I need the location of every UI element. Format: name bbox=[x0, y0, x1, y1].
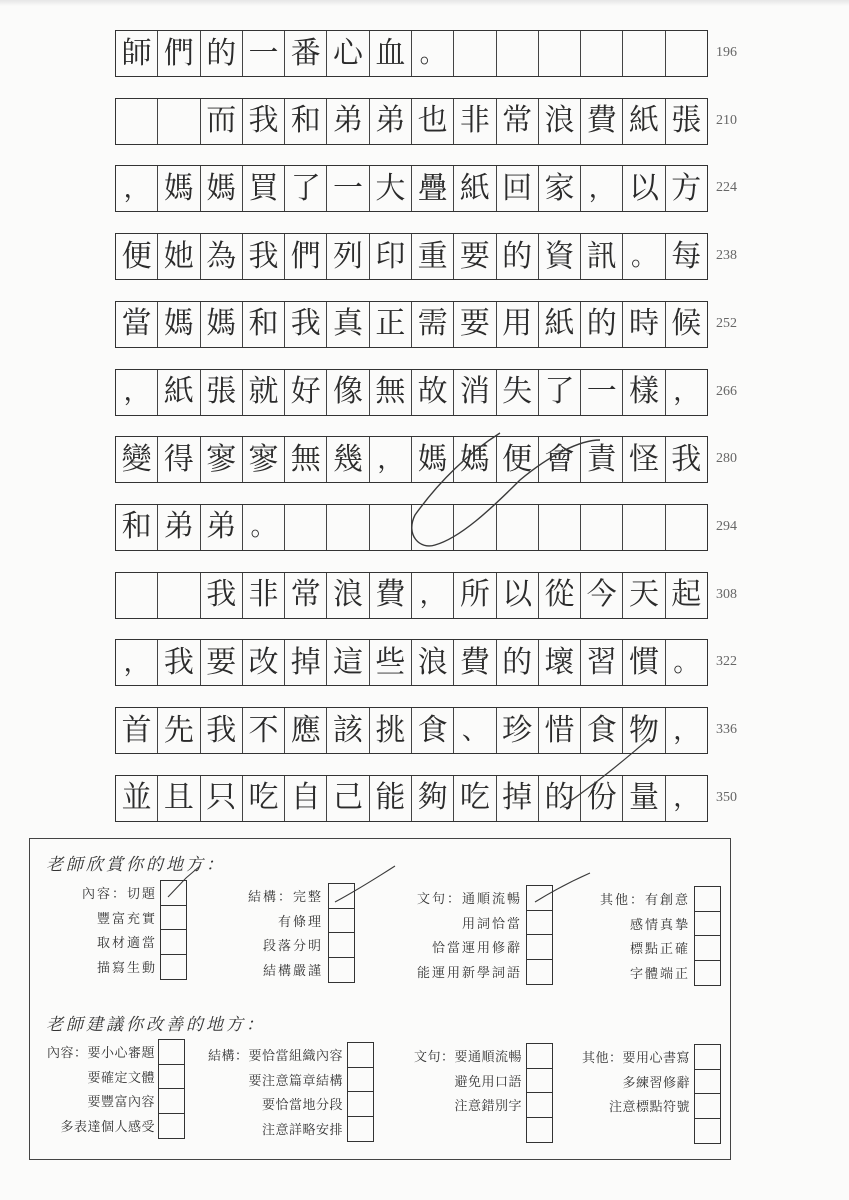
manuscript-cell: 些 bbox=[370, 640, 412, 685]
manuscript-cell: 我 bbox=[201, 573, 243, 618]
manuscript-cell: ， bbox=[116, 166, 158, 211]
manuscript-row bbox=[115, 165, 708, 212]
criterion-label: 恰當運用修辭 bbox=[431, 941, 522, 956]
criterion-label: 段落分明 bbox=[262, 939, 323, 954]
checkbox[interactable] bbox=[695, 912, 720, 937]
checkbox[interactable] bbox=[527, 1069, 552, 1094]
manuscript-row bbox=[115, 504, 708, 551]
checkbox[interactable] bbox=[161, 955, 186, 980]
criterion-label: 結構嚴謹 bbox=[262, 963, 323, 979]
appreciate-section-title: 老師欣賞你的地方： bbox=[46, 855, 226, 875]
manuscript-cell: 只 bbox=[201, 776, 243, 821]
manuscript-cell: 印 bbox=[370, 234, 412, 279]
criterion-label: 結構：要恰當組織內容 bbox=[207, 1049, 343, 1064]
appreciate-checkbox-column bbox=[160, 880, 187, 980]
manuscript-cell bbox=[497, 31, 539, 76]
manuscript-cell: 。 bbox=[673, 647, 700, 678]
manuscript-cell: 費 bbox=[581, 99, 623, 144]
criterion-label: 有條理 bbox=[277, 914, 323, 930]
manuscript-cell: 弟 bbox=[158, 505, 200, 550]
criterion-label: 避免用口語 bbox=[454, 1074, 522, 1090]
manuscript-cell bbox=[116, 573, 158, 618]
manuscript-cell: 非 bbox=[243, 573, 285, 618]
checkbox[interactable] bbox=[348, 1068, 373, 1093]
manuscript-cell: 且 bbox=[158, 776, 200, 821]
manuscript-cell: 我 bbox=[243, 234, 285, 279]
manuscript-cell: 怪 bbox=[623, 437, 665, 482]
manuscript-cell: 列 bbox=[327, 234, 369, 279]
criterion-label: 要豐富內容 bbox=[87, 1095, 155, 1110]
manuscript-cell bbox=[581, 31, 623, 76]
criterion-label: 內容：切題 bbox=[81, 887, 157, 902]
manuscript-cell: 媽 bbox=[158, 302, 200, 347]
manuscript-cell: 像 bbox=[327, 370, 369, 415]
manuscript-cell: 師 bbox=[116, 31, 158, 76]
criterion-label: 標點正確 bbox=[629, 942, 690, 957]
checkbox[interactable] bbox=[348, 1043, 373, 1068]
manuscript-cell bbox=[327, 505, 369, 550]
manuscript-cell: 先 bbox=[158, 708, 200, 753]
manuscript-row bbox=[115, 98, 708, 145]
manuscript-cell: 疊 bbox=[412, 166, 454, 211]
appreciate-checkbox-column bbox=[328, 883, 355, 983]
character-count-label: 294 bbox=[716, 518, 737, 534]
manuscript-cell: 紙 bbox=[158, 370, 200, 415]
manuscript-cell: 幾 bbox=[327, 437, 369, 482]
manuscript-cell: 要 bbox=[454, 234, 496, 279]
improve-checkbox-column bbox=[347, 1042, 374, 1142]
checkbox[interactable] bbox=[348, 1092, 373, 1117]
manuscript-cell: 首 bbox=[116, 708, 158, 753]
manuscript-cell: 弟 bbox=[201, 505, 243, 550]
manuscript-cell bbox=[158, 573, 200, 618]
checkbox[interactable] bbox=[527, 935, 552, 960]
criterion-label: 豐富充實 bbox=[96, 911, 157, 927]
manuscript-cell: 並 bbox=[116, 776, 158, 821]
manuscript-cell: 樣 bbox=[623, 370, 665, 415]
manuscript-cell: 挑 bbox=[370, 708, 412, 753]
scan-edge-shadow bbox=[0, 0, 849, 6]
manuscript-cell: 份 bbox=[581, 776, 623, 821]
checkbox[interactable] bbox=[695, 1045, 720, 1070]
character-count-label: 224 bbox=[716, 180, 737, 196]
checkbox[interactable] bbox=[695, 887, 720, 912]
checkbox[interactable] bbox=[329, 958, 354, 983]
manuscript-cell: 要 bbox=[454, 302, 496, 347]
manuscript-cell: 以 bbox=[623, 166, 665, 211]
manuscript-cell: 無 bbox=[285, 437, 327, 482]
manuscript-cell: 責 bbox=[581, 437, 623, 482]
manuscript-cell: 量 bbox=[623, 776, 665, 821]
criterion-label: 多表達個人感受 bbox=[60, 1119, 155, 1135]
improve-section-title: 老師建議你改善的地方： bbox=[46, 1015, 266, 1035]
manuscript-cell: 們 bbox=[158, 31, 200, 76]
manuscript-cell: 常 bbox=[497, 99, 539, 144]
character-count-label: 350 bbox=[716, 789, 737, 805]
checkbox[interactable] bbox=[695, 1070, 720, 1095]
manuscript-cell: 和 bbox=[243, 302, 285, 347]
checkbox[interactable] bbox=[527, 911, 552, 936]
manuscript-cell bbox=[370, 505, 412, 550]
manuscript-row bbox=[115, 639, 708, 686]
manuscript-cell: 能 bbox=[370, 776, 412, 821]
criterion-label: 要注意篇章結構 bbox=[248, 1073, 343, 1089]
manuscript-cell bbox=[285, 505, 327, 550]
manuscript-cell: 食 bbox=[412, 708, 454, 753]
manuscript-cell: 以 bbox=[497, 573, 539, 618]
manuscript-cell: 惜 bbox=[539, 708, 581, 753]
manuscript-cell: 當 bbox=[116, 302, 158, 347]
manuscript-cell: 媽 bbox=[454, 437, 496, 482]
checkbox[interactable] bbox=[159, 1089, 184, 1114]
manuscript-cell: 的 bbox=[497, 234, 539, 279]
manuscript-cell: 食 bbox=[581, 708, 623, 753]
manuscript-cell: 心 bbox=[327, 31, 369, 76]
manuscript-cell: 真 bbox=[327, 302, 369, 347]
manuscript-cell: 掉 bbox=[497, 776, 539, 821]
manuscript-cell: 為 bbox=[201, 234, 243, 279]
manuscript-cell: 我 bbox=[285, 302, 327, 347]
manuscript-cell: ， bbox=[673, 715, 700, 746]
improve-checkbox-column bbox=[694, 1044, 721, 1144]
appreciate-checkbox-column bbox=[526, 885, 553, 985]
criterion-label: 取材適當 bbox=[96, 936, 157, 951]
manuscript-cell bbox=[412, 505, 454, 550]
manuscript-cell: 要 bbox=[201, 640, 243, 685]
manuscript-cell: 。 bbox=[623, 234, 665, 279]
manuscript-cell: 資 bbox=[539, 234, 581, 279]
criterion-label: 描寫生動 bbox=[96, 960, 157, 976]
manuscript-cell: 這 bbox=[327, 640, 369, 685]
manuscript-cell: 好 bbox=[285, 370, 327, 415]
manuscript-cell: 用 bbox=[497, 302, 539, 347]
manuscript-cell: 失 bbox=[497, 370, 539, 415]
manuscript-row bbox=[115, 301, 708, 348]
manuscript-cell bbox=[581, 505, 623, 550]
manuscript-cell: 媽 bbox=[201, 302, 243, 347]
character-count-label: 266 bbox=[716, 383, 737, 399]
manuscript-cell: 就 bbox=[243, 370, 285, 415]
manuscript-cell: 非 bbox=[454, 99, 496, 144]
character-count-label: 196 bbox=[716, 45, 737, 60]
manuscript-cell: 每 bbox=[671, 238, 702, 274]
manuscript-row bbox=[115, 436, 708, 483]
criterion-label: 能運用新學詞語 bbox=[416, 965, 522, 981]
checkbox[interactable] bbox=[527, 1093, 552, 1118]
criterion-label: 要恰當地分段 bbox=[261, 1098, 343, 1113]
manuscript-cell: ， bbox=[116, 640, 158, 685]
manuscript-cell: 掉 bbox=[285, 640, 327, 685]
manuscript-cell bbox=[116, 99, 158, 144]
manuscript-cell: 一 bbox=[327, 166, 369, 211]
manuscript-cell: 己 bbox=[327, 776, 369, 821]
criterion-label: 要確定文體 bbox=[87, 1070, 155, 1086]
character-count-label: 308 bbox=[716, 586, 737, 602]
manuscript-cell: 媽 bbox=[158, 166, 200, 211]
checkbox[interactable] bbox=[161, 930, 186, 955]
manuscript-cell: 浪 bbox=[412, 640, 454, 685]
manuscript-row bbox=[115, 775, 708, 822]
manuscript-cell bbox=[497, 505, 539, 550]
manuscript-cell: 而 bbox=[201, 99, 243, 144]
manuscript-cell: 張 bbox=[201, 370, 243, 415]
manuscript-cell: 我 bbox=[671, 441, 702, 477]
manuscript-cell: 需 bbox=[412, 302, 454, 347]
manuscript-cell: 弟 bbox=[370, 99, 412, 144]
checkbox[interactable] bbox=[695, 1094, 720, 1119]
character-count-label: 252 bbox=[716, 315, 737, 331]
manuscript-cell: 的 bbox=[581, 302, 623, 347]
manuscript-cell: 費 bbox=[454, 640, 496, 685]
manuscript-cell: 費 bbox=[370, 573, 412, 618]
manuscript-cell: 時 bbox=[623, 302, 665, 347]
manuscript-cell: 浪 bbox=[327, 573, 369, 618]
manuscript-cell bbox=[454, 505, 496, 550]
manuscript-row bbox=[115, 30, 708, 77]
criterion-label: 文句：要通順流暢 bbox=[413, 1050, 522, 1065]
checkbox[interactable] bbox=[348, 1117, 373, 1142]
manuscript-cell: 紙 bbox=[623, 99, 665, 144]
manuscript-cell: 大 bbox=[370, 166, 412, 211]
manuscript-cell: 珍 bbox=[497, 708, 539, 753]
manuscript-cell: 訊 bbox=[581, 234, 623, 279]
manuscript-row bbox=[115, 369, 708, 416]
manuscript-cell: 今 bbox=[581, 573, 623, 618]
manuscript-cell: 消 bbox=[454, 370, 496, 415]
checkbox[interactable] bbox=[527, 1118, 552, 1143]
manuscript-cell: 紙 bbox=[454, 166, 496, 211]
manuscript-cell: 媽 bbox=[201, 166, 243, 211]
manuscript-cell: 她 bbox=[158, 234, 200, 279]
manuscript-cell: 不 bbox=[243, 708, 285, 753]
manuscript-cell: 物 bbox=[623, 708, 665, 753]
manuscript-cell: ， bbox=[370, 437, 412, 482]
manuscript-cell: 浪 bbox=[539, 99, 581, 144]
manuscript-row bbox=[115, 572, 708, 619]
manuscript-cell: 寥 bbox=[243, 437, 285, 482]
manuscript-cell: 無 bbox=[370, 370, 412, 415]
criterion-label: 注意錯別字 bbox=[454, 1099, 522, 1114]
manuscript-cell: 。 bbox=[412, 31, 454, 76]
manuscript-cell: ， bbox=[581, 166, 623, 211]
manuscript-cell: 和 bbox=[285, 99, 327, 144]
checkbox[interactable] bbox=[527, 960, 552, 985]
manuscript-cell: 買 bbox=[243, 166, 285, 211]
manuscript-cell: 吃 bbox=[243, 776, 285, 821]
manuscript-cell: 夠 bbox=[412, 776, 454, 821]
manuscript-cell: ， bbox=[412, 573, 454, 618]
manuscript-cell: 應 bbox=[285, 708, 327, 753]
manuscript-cell: 常 bbox=[285, 573, 327, 618]
manuscript-cell: 習 bbox=[581, 640, 623, 685]
manuscript-cell: 紙 bbox=[539, 302, 581, 347]
manuscript-cell: 會 bbox=[539, 437, 581, 482]
manuscript-cell: 我 bbox=[158, 640, 200, 685]
manuscript-cell: 的 bbox=[497, 640, 539, 685]
manuscript-cell: 的 bbox=[539, 776, 581, 821]
character-count-label: 210 bbox=[716, 112, 737, 128]
improve-checkbox-column bbox=[158, 1039, 185, 1139]
manuscript-cell: 們 bbox=[285, 234, 327, 279]
manuscript-cell: 壞 bbox=[539, 640, 581, 685]
manuscript-cell bbox=[454, 31, 496, 76]
manuscript-cell: 得 bbox=[158, 437, 200, 482]
manuscript-cell: 慣 bbox=[623, 640, 665, 685]
criterion-label: 用詞恰當 bbox=[461, 916, 522, 932]
manuscript-cell: 寥 bbox=[201, 437, 243, 482]
manuscript-cell: 一 bbox=[243, 31, 285, 76]
manuscript-cell bbox=[623, 31, 665, 76]
criterion-label: 結構：完整 bbox=[247, 890, 323, 905]
criterion-label: 其他：有創意 bbox=[599, 893, 690, 908]
manuscript-cell: 番 bbox=[285, 31, 327, 76]
manuscript-cell: 起 bbox=[671, 577, 702, 613]
manuscript-cell bbox=[623, 505, 665, 550]
manuscript-cell: 吃 bbox=[454, 776, 496, 821]
manuscript-cell: 。 bbox=[243, 505, 285, 550]
manuscript-cell: 所 bbox=[454, 573, 496, 618]
manuscript-cell: 該 bbox=[327, 708, 369, 753]
improve-checkbox-column bbox=[526, 1043, 553, 1143]
checkbox[interactable] bbox=[695, 961, 720, 986]
checkbox[interactable] bbox=[159, 1114, 184, 1139]
criterion-label: 內容：要小心審題 bbox=[46, 1046, 155, 1061]
appreciate-checkbox-column bbox=[694, 886, 721, 986]
criterion-label: 注意標點符號 bbox=[608, 1100, 690, 1115]
character-count-label: 322 bbox=[716, 654, 737, 670]
manuscript-cell: 從 bbox=[539, 573, 581, 618]
manuscript-cell: 和 bbox=[116, 505, 158, 550]
manuscript-cell: 變 bbox=[116, 437, 158, 482]
criterion-label: 注意詳略安排 bbox=[261, 1122, 343, 1138]
checkbox[interactable] bbox=[161, 906, 186, 931]
checkbox[interactable] bbox=[329, 909, 354, 934]
criterion-label: 其他：要用心書寫 bbox=[581, 1051, 690, 1066]
manuscript-cell bbox=[539, 505, 581, 550]
checkbox-checked[interactable] bbox=[329, 884, 354, 909]
manuscript-cell bbox=[158, 99, 200, 144]
criterion-label: 字體端正 bbox=[629, 966, 690, 982]
manuscript-cell: 便 bbox=[116, 234, 158, 279]
manuscript-cell: 重 bbox=[412, 234, 454, 279]
character-count-label: 238 bbox=[716, 248, 737, 264]
character-count-label: 336 bbox=[716, 722, 737, 737]
manuscript-row bbox=[115, 233, 708, 280]
manuscript-row bbox=[115, 707, 708, 754]
manuscript-cell: 故 bbox=[412, 370, 454, 415]
manuscript-cell: 家 bbox=[539, 166, 581, 211]
manuscript-cell: 我 bbox=[243, 99, 285, 144]
manuscript-cell: 血 bbox=[370, 31, 412, 76]
checkbox[interactable] bbox=[159, 1065, 184, 1090]
manuscript-cell: 改 bbox=[243, 640, 285, 685]
manuscript-cell: ， bbox=[673, 783, 700, 814]
manuscript-cell: 了 bbox=[285, 166, 327, 211]
manuscript-cell: 一 bbox=[581, 370, 623, 415]
manuscript-cell: 了 bbox=[539, 370, 581, 415]
manuscript-cell: 也 bbox=[412, 99, 454, 144]
checkbox[interactable] bbox=[695, 936, 720, 961]
checkbox-checked[interactable] bbox=[161, 881, 186, 906]
manuscript-cell: 方 bbox=[671, 170, 702, 206]
checkbox[interactable] bbox=[159, 1040, 184, 1065]
checkbox[interactable] bbox=[695, 1119, 720, 1144]
checkbox[interactable] bbox=[329, 933, 354, 958]
manuscript-cell: 便 bbox=[497, 437, 539, 482]
manuscript-cell: 媽 bbox=[412, 437, 454, 482]
checkbox-checked[interactable] bbox=[527, 886, 552, 911]
character-count-label: 280 bbox=[716, 451, 737, 467]
manuscript-cell: 天 bbox=[623, 573, 665, 618]
manuscript-cell bbox=[539, 31, 581, 76]
manuscript-cell: ， bbox=[673, 377, 700, 407]
manuscript-cell: 回 bbox=[497, 166, 539, 211]
manuscript-cell: 、 bbox=[454, 708, 496, 753]
manuscript-cell: ， bbox=[116, 370, 158, 415]
criterion-label: 文句：通順流暢 bbox=[416, 892, 522, 907]
criterion-label: 多練習修辭 bbox=[622, 1075, 690, 1091]
manuscript-cell: 候 bbox=[671, 306, 702, 342]
manuscript-cell bbox=[666, 31, 707, 76]
checkbox[interactable] bbox=[527, 1044, 552, 1069]
manuscript-cell: 我 bbox=[201, 708, 243, 753]
manuscript-cell: 張 bbox=[671, 103, 702, 139]
manuscript-cell: 正 bbox=[370, 302, 412, 347]
criterion-label: 感情真摯 bbox=[629, 917, 690, 933]
manuscript-cell bbox=[666, 505, 707, 550]
manuscript-cell: 弟 bbox=[327, 99, 369, 144]
manuscript-cell: 的 bbox=[201, 31, 243, 76]
manuscript-cell: 自 bbox=[285, 776, 327, 821]
